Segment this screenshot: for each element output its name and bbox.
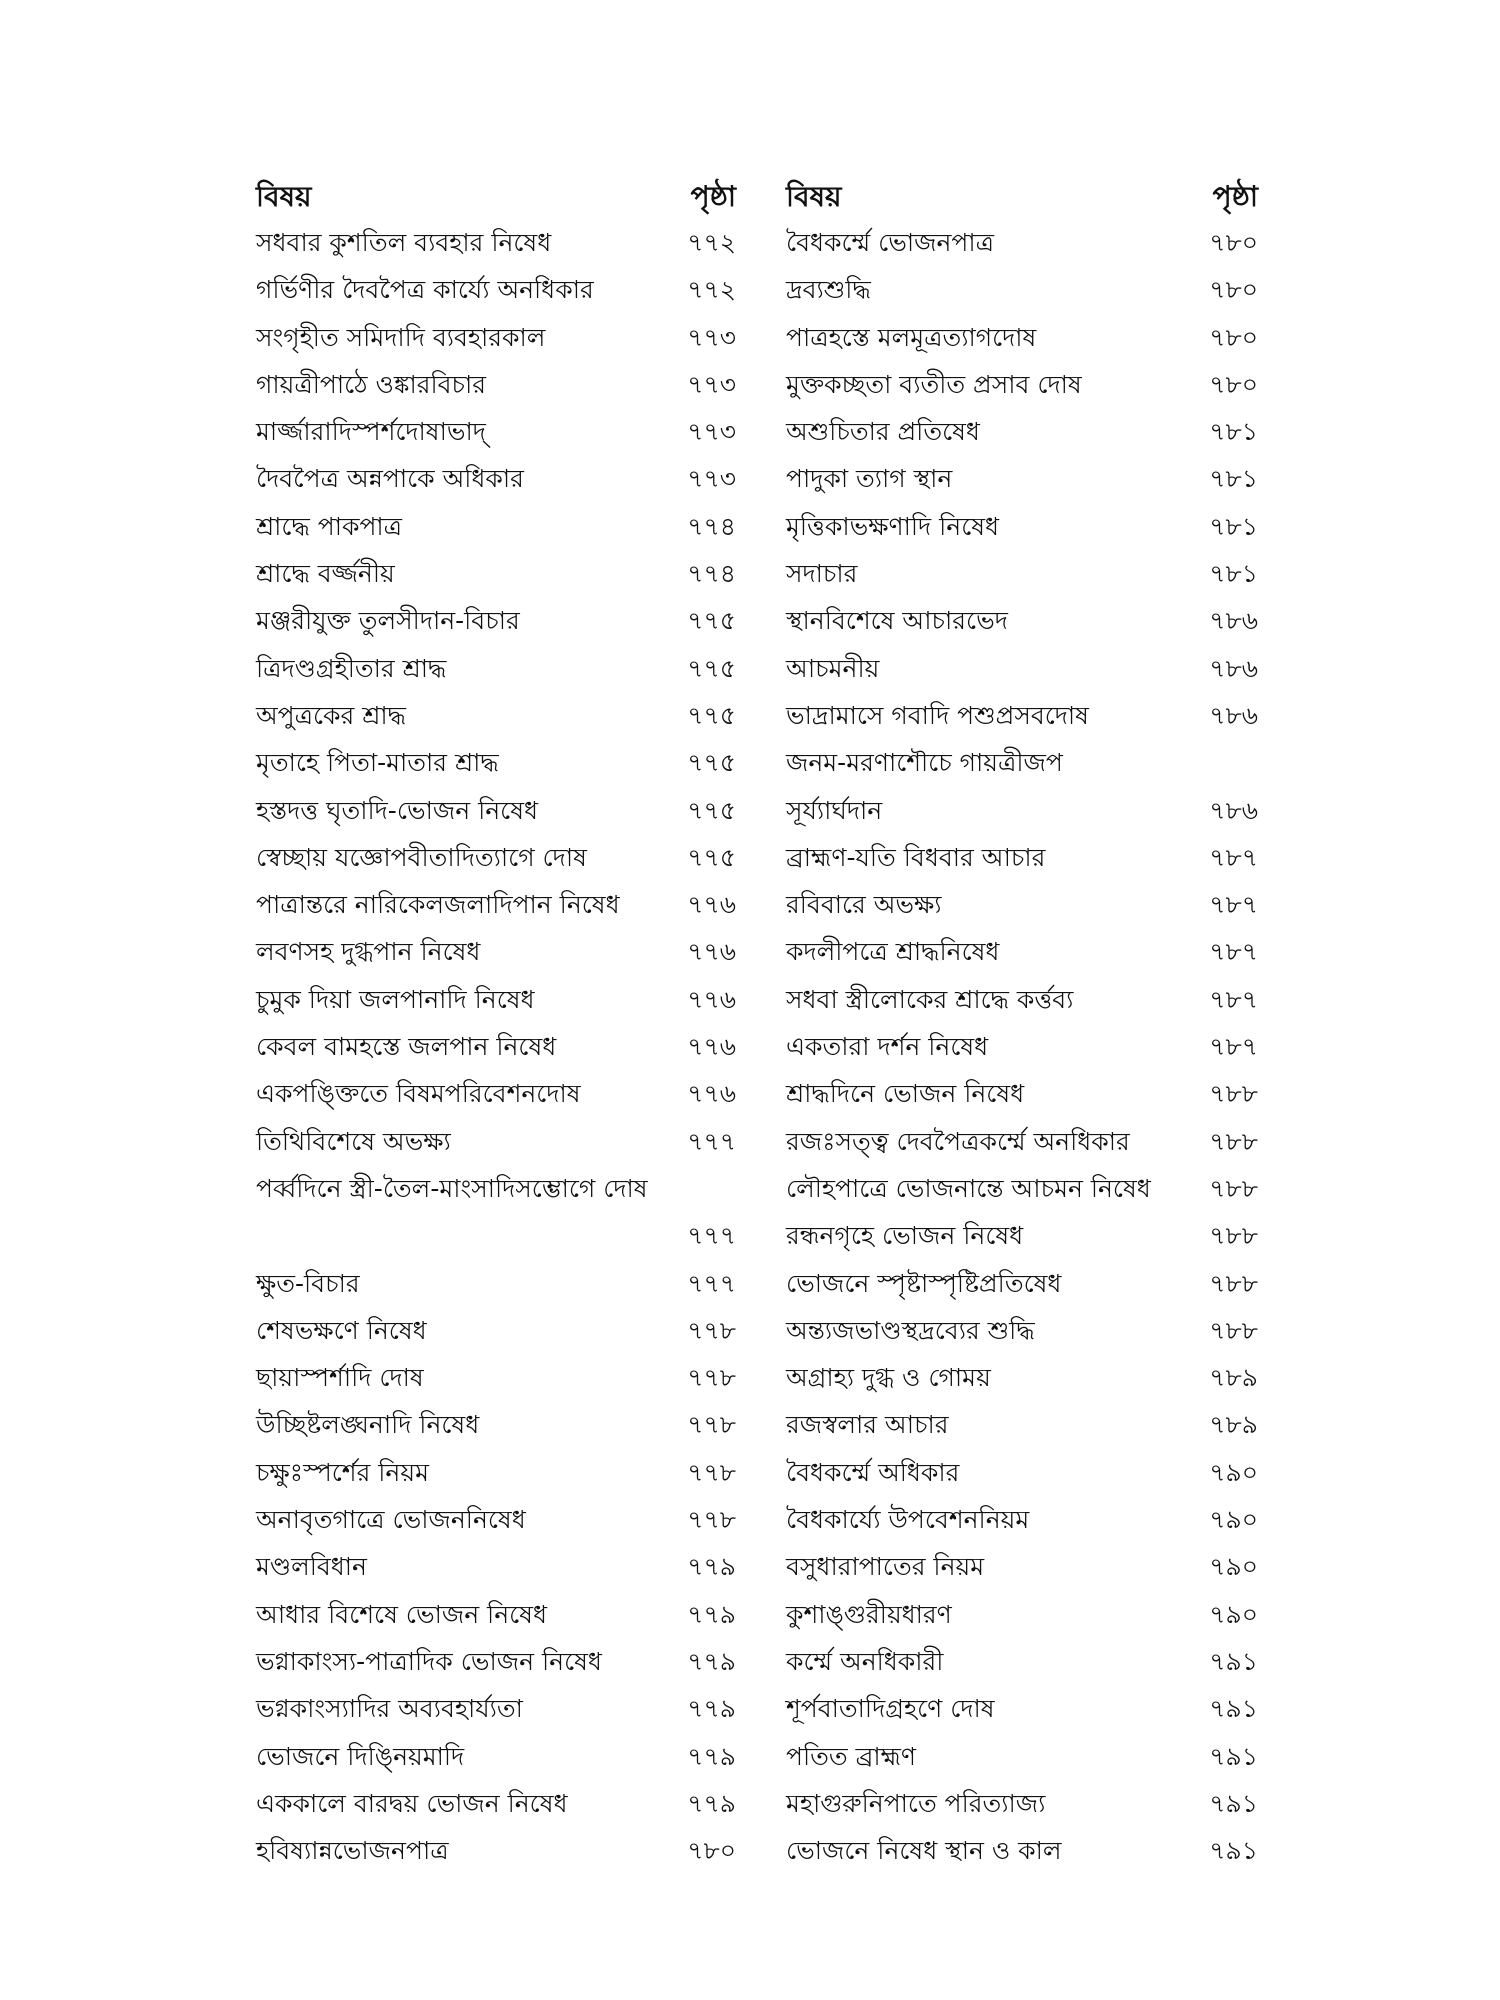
entry-page-number: ৭৯০ [1209,1505,1258,1535]
entry-topic: পর্ব্বদিনে স্ত্রী-তৈল-মাংসাদিসম্ভোগে দোষ [256,1173,648,1203]
entry-topic: সংগৃহীত সমিদাদি ব্যবহারকাল [256,322,546,352]
index-entry [256,645,744,692]
entry-page-number: ৭৭৬ [687,984,736,1014]
entry-topic: অপুত্রকের শ্রাদ্ধ [256,700,406,730]
entry-page-number: ৭৭৭ [687,1221,736,1251]
entry-topic: কুশাঙ্গুরীয়ধারণ [786,1599,952,1629]
entry-topic: হবিষ্যান্নভোজনপাত্র [256,1836,449,1866]
entry-page-number: ৭৭৩ [687,322,736,352]
entry-topic: অগ্রাহ্য দুগ্ধ ও গোময় [786,1363,991,1393]
entry-topic: ভোজনে নিষেধ স্থান ও কাল [786,1836,1062,1866]
index-entry [256,692,744,739]
entry-topic: রবিবারে অভক্ষ্য [786,890,942,920]
entry-page-number: ৭৭৫ [687,842,736,872]
entry-topic: শূর্পবাতাদিগ্রহণে দোষ [786,1694,995,1724]
entry-page-number: ৭৮০ [1209,275,1258,305]
entry-topic: ব্রাহ্মণ-যতি বিধবার আচার [786,842,1046,872]
entry-topic: এককালে বারদ্বয় ভোজন নিষেধ [256,1788,568,1818]
index-entry [786,1260,1258,1307]
index-entry [256,1591,744,1638]
entry-page-number: ৭৭৯ [687,1694,736,1724]
index-entry [786,408,1258,455]
index-entry [256,1401,744,1448]
index-entry [256,739,744,786]
index-entry [786,597,1258,644]
entry-topic: ভগ্নকাংস্যাদির অব্যবহার্য্যতা [256,1694,523,1724]
index-entry [256,503,744,550]
entry-page-number: ৭৮৮ [1209,1079,1258,1109]
entry-page-number: ৭৭৩ [687,417,736,447]
entry-page-number: ৭৮৬ [1209,606,1258,636]
index-entry [786,1354,1258,1401]
entry-page-number: ৭৭৯ [687,1646,736,1676]
right-entry-list [786,219,1258,1874]
index-entry [256,408,744,455]
entry-page-number: ৭৯১ [1209,1646,1258,1676]
entry-page-number: ৭৭৫ [687,700,736,730]
entry-page-number: ৭৭৫ [687,795,736,825]
entry-page-number: ৭৭৪ [687,511,736,541]
entry-topic: আধার বিশেষে ভোজন নিষেধ [256,1599,547,1629]
entry-topic: মঞ্জরীযুক্ত তুলসীদান-বিচার [256,606,520,636]
entry-page-number: ৭৮০ [1209,228,1258,257]
entry-page-number: ৭৮০ [687,1836,736,1866]
index-entry [256,1212,744,1259]
index-entry [256,1638,744,1685]
entry-page-number: ৭৭৮ [687,1410,736,1440]
entry-page-number: ৭৮৭ [1209,842,1258,872]
entry-topic: শেষভক্ষণে নিষেধ [256,1315,427,1345]
entry-page-number: ৭৮৮ [1209,1315,1258,1345]
entry-page-number: ৭৮৭ [1209,890,1258,920]
topic-header: বিষয় [786,180,842,213]
entry-page-number: ৭৯১ [1209,1836,1258,1866]
index-entry [256,787,744,834]
entry-page-number: ৭৮৬ [1209,795,1258,825]
entry-topic: চক্ষুঃস্পর্শের নিয়ম [256,1457,429,1487]
index-entry [786,1733,1258,1780]
entry-page-number: ৭৭৬ [687,1032,736,1062]
right-column-header [786,172,1258,222]
entry-topic: জনম-মরণাশৌচে গায়ত্রীজপ [786,748,1063,778]
entry-page-number: ৭৭৭ [687,1268,736,1298]
index-entry [786,314,1258,361]
entry-topic: গায়ত্রীপাঠে ওঙ্কারবিচার [256,369,487,399]
index-entry [256,1260,744,1307]
entry-page-number: ৭৮৭ [1209,984,1258,1014]
index-entry [786,1449,1258,1496]
index-entry [786,266,1258,313]
entry-page-number: ৭৭৯ [687,1599,736,1629]
entry-topic: কেবল বামহস্তে জলপান নিষেধ [256,1032,557,1062]
index-entry [256,1496,744,1543]
entry-page-number: ৭৭৯ [687,1788,736,1818]
entry-topic: দ্রব্যশুদ্ধি [786,275,871,305]
index-entry [256,314,744,361]
entry-page-number: ৭৯০ [1209,1457,1258,1487]
entry-topic: রজস্বলার আচার [786,1410,949,1440]
index-entry [786,692,1258,739]
index-entry [786,550,1258,597]
entry-page-number: ৭৮৭ [1209,937,1258,967]
index-entry [786,928,1258,975]
index-entry [786,834,1258,881]
entry-topic: হস্তদত্ত ঘৃতাদি-ভোজন নিষেধ [256,795,539,825]
entry-topic: উচ্ছিষ্টলঙ্ঘনাদি নিষেধ [256,1410,480,1440]
entry-topic: সূর্য্যার্ঘদান [786,795,883,825]
index-entry [786,645,1258,692]
index-entry [786,1401,1258,1448]
entry-page-number: ৭৮৬ [1209,653,1258,683]
index-entry [786,787,1258,834]
index-entry [786,361,1258,408]
index-entry [786,1165,1258,1212]
entry-page-number: ৭৮১ [1209,417,1258,447]
entry-topic: কদলীপত্রে শ্রাদ্ধনিষেধ [786,937,1000,967]
entry-page-number: ৭৮৮ [1209,1268,1258,1298]
index-entry [256,1307,744,1354]
index-entry [256,1165,744,1212]
index-entry [256,1023,744,1070]
entry-page-number: ৭৮১ [1209,511,1258,541]
entry-topic: মৃতাহে পিতা-মাতার শ্রাদ্ধ [256,748,499,778]
entry-topic: ভোজনে দিঙ্নিয়মাদি [256,1741,465,1771]
entry-topic: রজঃসত্ত্ব দেবপৈত্রকর্ম্মে অনধিকার [786,1126,1130,1156]
index-entry [256,928,744,975]
entry-page-number: ৭৭৮ [687,1505,736,1535]
entry-page-number: ৭৮৬ [1209,700,1258,730]
index-entry [256,976,744,1023]
entry-page-number: ৭৮১ [1209,464,1258,494]
entry-topic: পাদুকা ত্যাগ স্থান [786,464,953,494]
entry-page-number: ৭৭৫ [687,748,736,778]
index-entry [786,1591,1258,1638]
index-entry [256,1733,744,1780]
index-entry [786,1638,1258,1685]
index-entry [256,881,744,928]
entry-topic: আচমনীয় [786,653,880,683]
entry-topic: শ্রাদ্ধদিনে ভোজন নিষেধ [786,1079,1025,1109]
index-entry [786,1543,1258,1590]
index-entry [256,550,744,597]
entry-topic: সদাচার [786,559,858,589]
index-entry [256,1118,744,1165]
entry-topic: স্থানবিশেষে আচারভেদ [786,606,1008,636]
page-header: পৃষ্ঠা [1212,180,1258,213]
entry-page-number: ৭৮৭ [1209,1032,1258,1062]
index-entry [256,266,744,313]
entry-topic: ছায়াস্পর্শাদি দোষ [256,1363,424,1393]
entry-page-number: ৭৭৫ [687,606,736,636]
entry-topic: পতিত ব্রাহ্মণ [786,1741,917,1771]
entry-topic: পাত্রান্তরে নারিকেলজলাদিপান নিষেধ [256,890,620,920]
entry-topic: ভগ্নাকাংস্য-পাত্রাদিক ভোজন নিষেধ [256,1646,602,1676]
entry-page-number: ৭৭২ [687,228,736,257]
entry-page-number: ৭৮০ [1209,369,1258,399]
entry-page-number: ৭৭২ [687,275,736,305]
entry-topic: বসুধারাপাতের নিয়ম [786,1552,985,1582]
index-entry [786,1307,1258,1354]
entry-topic: কর্ম্মে অনধিকারী [786,1646,944,1676]
index-entry [256,361,744,408]
index-entry [256,1685,744,1732]
index-entry [256,455,744,502]
index-entry [256,219,744,266]
index-entry [786,1685,1258,1732]
entry-topic: ভোজনে স্পৃষ্টাস্পৃষ্টিপ্রতিষেধ [786,1268,1062,1298]
index-entry [786,739,1258,786]
entry-topic: ভাদ্রামাসে গবাদি পশুপ্রসবদোষ [786,700,1089,730]
entry-page-number: ৭৭৬ [687,890,736,920]
entry-page-number: ৭৯১ [1209,1694,1258,1724]
entry-page-number: ৭৮১ [1209,559,1258,589]
entry-page-number: ৭৯০ [1209,1552,1258,1582]
entry-page-number: ৭৮০ [1209,322,1258,352]
entry-topic: বৈধকর্ম্মে ভোজনপাত্র [786,228,994,257]
entry-topic: অনাবৃতগাত্রে ভোজননিষেধ [256,1505,526,1535]
entry-topic: লৌহপাত্রে ভোজনান্তে আচমন নিষেধ [786,1173,1151,1203]
entry-topic: তিথিবিশেষে অভক্ষ্য [256,1126,451,1156]
left-column-header [256,172,744,222]
entry-topic: লবণসহ দুগ্ধপান নিষেধ [256,937,481,967]
index-entry [786,1070,1258,1117]
entry-topic: মণ্ডলবিধান [256,1552,367,1582]
index-entry [256,597,744,644]
left-entry-list [256,219,744,1874]
entry-page-number: ৭৯১ [1209,1741,1258,1771]
entry-topic: ত্রিদণ্ডগ্রহীতার শ্রাদ্ধ [256,653,447,683]
entry-page-number: ৭৮৮ [1209,1221,1258,1251]
index-entry [786,1023,1258,1070]
index-entry [256,1827,744,1874]
entry-topic: মৃত্তিকাভক্ষণাদি নিষেধ [786,511,1000,541]
topic-header: বিষয় [256,180,312,213]
entry-topic: মহাগুরুনিপাতে পরিত্যাজ্য [786,1788,1046,1818]
index-entry [786,1827,1258,1874]
index-entry [786,1212,1258,1259]
entry-page-number: ৭৭৩ [687,464,736,494]
left-column [256,172,744,1874]
entry-page-number: ৭৭৯ [687,1741,736,1771]
entry-page-number: ৭৭৫ [687,653,736,683]
index-entry [256,1543,744,1590]
index-entry [786,1118,1258,1165]
entry-topic: চুমুক দিয়া জলপানাদি নিষেধ [256,984,535,1014]
index-entry [786,455,1258,502]
index-entry [786,881,1258,928]
entry-page-number: ৭৭৮ [687,1363,736,1393]
entry-page-number: ৭৮৯ [1209,1363,1258,1393]
right-column [786,172,1258,1874]
entry-page-number: ৭৭৪ [687,559,736,589]
index-entry [786,976,1258,1023]
entry-page-number: ৭৮৮ [1209,1173,1258,1203]
entry-topic: ক্ষুত-বিচার [256,1268,360,1298]
entry-page-number: ৭৭৩ [687,369,736,399]
index-entry [786,1780,1258,1827]
index-entry [256,1449,744,1496]
index-entry [786,503,1258,550]
entry-topic: স্বেচ্ছায় যজ্ঞোপবীতাদিত্যাগে দোষ [256,842,587,872]
entry-topic: একপঙ্ক্তিতে বিষমপরিবেশনদোষ [256,1079,581,1109]
entry-topic: সধবার কুশতিল ব্যবহার নিষেধ [256,228,552,257]
entry-page-number: ৭৭৬ [687,937,736,967]
entry-page-number: ৭৮৯ [1209,1410,1258,1440]
index-entry [786,1496,1258,1543]
entry-topic: সধবা স্ত্রীলোকের শ্রাদ্ধে কর্ত্তব্য [786,984,1074,1014]
entry-topic: শ্রাদ্ধে বর্জ্জনীয় [256,559,395,589]
entry-topic: পাত্রহস্তে মলমূত্রত্যাগদোষ [786,322,1037,352]
entry-page-number: ৭৭৬ [687,1079,736,1109]
entry-topic: রন্ধনগৃহে ভোজন নিষেধ [786,1221,1024,1251]
entry-topic: দৈবপৈত্র অন্নপাকে অধিকার [256,464,524,494]
entry-topic: অন্ত্যজভাণ্ডস্থদ্রব্যের শুদ্ধি [786,1315,1035,1345]
index-entry [256,1780,744,1827]
entry-page-number: ৭৮৮ [1209,1126,1258,1156]
entry-topic: একতারা দর্শন নিষেধ [786,1032,989,1062]
page-header: পৃষ্ঠা [690,180,736,213]
entry-topic: বৈধকর্ম্মে অধিকার [786,1457,960,1487]
entry-topic: মার্জ্জারাদিস্পর্শদোষাভাদ্ [256,417,486,447]
entry-topic: মুক্তকচ্ছতা ব্যতীত প্রসাব দোষ [786,369,1082,399]
entry-page-number: ৭৯১ [1209,1788,1258,1818]
entry-page-number: ৭৭৭ [687,1126,736,1156]
index-entry [786,219,1258,266]
index-entry [256,1354,744,1401]
index-entry [256,834,744,881]
entry-topic: বৈধকার্য্যে উপবেশননিয়ম [786,1505,1030,1535]
entry-page-number: ৭৭৯ [687,1552,736,1582]
entry-page-number: ৭৭৮ [687,1457,736,1487]
entry-topic: অশুচিতার প্রতিষেধ [786,417,980,447]
entry-page-number: ৭৭৮ [687,1315,736,1345]
index-entry [256,1070,744,1117]
entry-page-number: ৭৯০ [1209,1599,1258,1629]
entry-topic: গর্ভিণীর দৈবপৈত্র কার্য্যে অনধিকার [256,275,594,305]
entry-topic: শ্রাদ্ধে পাকপাত্র [256,511,403,541]
